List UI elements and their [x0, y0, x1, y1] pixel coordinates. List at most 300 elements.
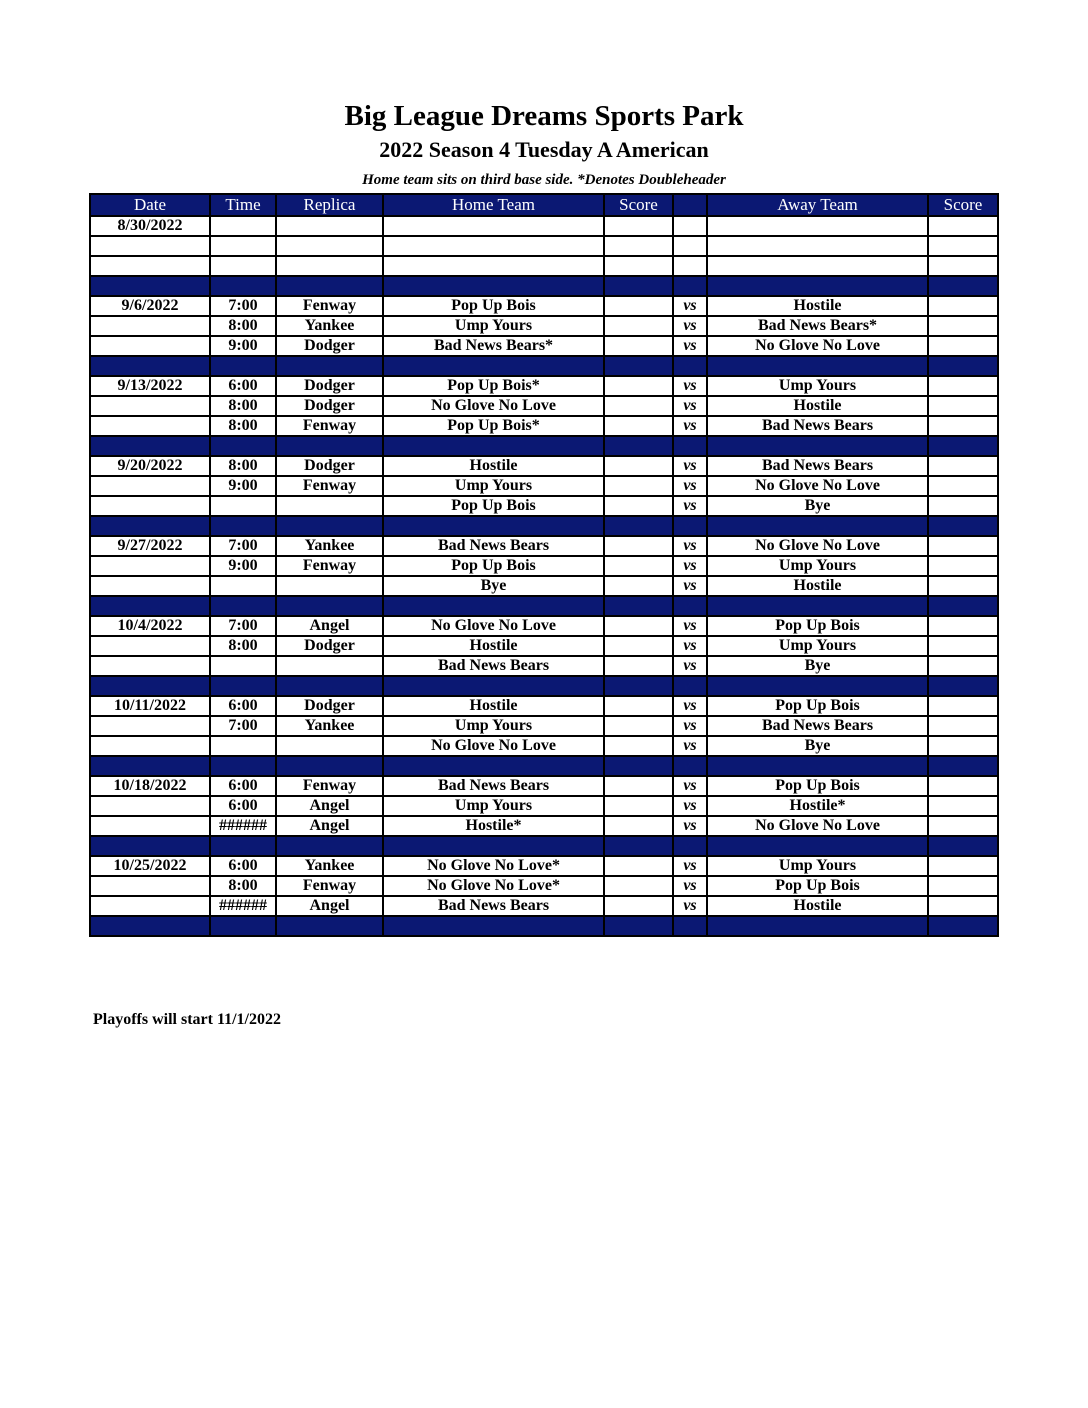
- cell-replica: [276, 656, 383, 676]
- cell-home-team: [383, 256, 604, 276]
- cell-away-score: [928, 856, 998, 876]
- cell-time: 8:00: [210, 456, 276, 476]
- cell-date: 9/13/2022: [90, 376, 210, 396]
- cell-date: 10/11/2022: [90, 696, 210, 716]
- separator-cell: [707, 676, 928, 696]
- cell-vs: vs: [673, 416, 707, 436]
- cell-vs: [673, 256, 707, 276]
- cell-away-score: [928, 896, 998, 916]
- cell-date: [90, 796, 210, 816]
- cell-away-score: [928, 476, 998, 496]
- playoffs-note: Playoffs will start 11/1/2022: [93, 1011, 281, 1028]
- cell-date: [90, 896, 210, 916]
- cell-replica: Yankee: [276, 856, 383, 876]
- cell-vs: vs: [673, 856, 707, 876]
- separator-cell: [210, 756, 276, 776]
- cell-date: 10/4/2022: [90, 616, 210, 636]
- header-date: Date: [90, 194, 210, 216]
- cell-away-score: [928, 376, 998, 396]
- cell-vs: vs: [673, 496, 707, 516]
- header-time: Time: [210, 194, 276, 216]
- cell-replica: [276, 256, 383, 276]
- cell-vs: vs: [673, 896, 707, 916]
- separator-cell: [90, 596, 210, 616]
- cell-home-team: Bad News Bears*: [383, 336, 604, 356]
- separator-cell: [928, 436, 998, 456]
- week-separator: [90, 436, 998, 456]
- separator-cell: [928, 596, 998, 616]
- cell-replica: Angel: [276, 796, 383, 816]
- cell-home-team: Hostile: [383, 696, 604, 716]
- header-home-team: Home Team: [383, 194, 604, 216]
- cell-vs: vs: [673, 396, 707, 416]
- game-row: [90, 376, 998, 396]
- cell-home-team: Bad News Bears: [383, 536, 604, 556]
- separator-cell: [90, 676, 210, 696]
- cell-replica: Yankee: [276, 316, 383, 336]
- cell-time: ######: [210, 816, 276, 836]
- cell-away-score: [928, 816, 998, 836]
- cell-home-team: Hostile*: [383, 816, 604, 836]
- game-row: [90, 736, 998, 756]
- cell-replica: [276, 736, 383, 756]
- cell-away-score: [928, 296, 998, 316]
- cell-time: 8:00: [210, 636, 276, 656]
- cell-vs: vs: [673, 816, 707, 836]
- cell-vs: vs: [673, 456, 707, 476]
- game-row: [90, 636, 998, 656]
- separator-cell: [673, 596, 707, 616]
- separator-cell: [707, 276, 928, 296]
- separator-cell: [707, 436, 928, 456]
- cell-home-team: Pop Up Bois*: [383, 376, 604, 396]
- cell-replica: [276, 496, 383, 516]
- cell-away-team: Bye: [707, 736, 928, 756]
- cell-date: [90, 256, 210, 276]
- cell-date: 9/27/2022: [90, 536, 210, 556]
- separator-cell: [276, 436, 383, 456]
- cell-away-score: [928, 656, 998, 676]
- game-row: [90, 776, 998, 796]
- cell-home-team: Ump Yours: [383, 796, 604, 816]
- cell-time: 6:00: [210, 796, 276, 816]
- separator-cell: [928, 836, 998, 856]
- cell-home-team: Pop Up Bois: [383, 556, 604, 576]
- cell-replica: Angel: [276, 816, 383, 836]
- separator-cell: [604, 276, 673, 296]
- cell-date: 8/30/2022: [90, 216, 210, 236]
- separator-cell: [604, 676, 673, 696]
- week-separator: [90, 676, 998, 696]
- cell-vs: vs: [673, 316, 707, 336]
- week-separator: [90, 516, 998, 536]
- cell-time: [210, 656, 276, 676]
- cell-away-team: No Glove No Love: [707, 816, 928, 836]
- cell-home-team: Bad News Bears: [383, 656, 604, 676]
- cell-time: 9:00: [210, 476, 276, 496]
- header-away-team: Away Team: [707, 194, 928, 216]
- separator-cell: [276, 916, 383, 936]
- separator-cell: [928, 516, 998, 536]
- cell-replica: Dodger: [276, 456, 383, 476]
- cell-time: 8:00: [210, 316, 276, 336]
- cell-home-team: Ump Yours: [383, 476, 604, 496]
- cell-away-team: Pop Up Bois: [707, 876, 928, 896]
- cell-vs: vs: [673, 536, 707, 556]
- cell-away-team: Hostile*: [707, 796, 928, 816]
- cell-date: [90, 816, 210, 836]
- cell-home-team: No Glove No Love: [383, 736, 604, 756]
- cell-home-team: No Glove No Love: [383, 396, 604, 416]
- cell-vs: [673, 216, 707, 236]
- cell-home-team: Ump Yours: [383, 316, 604, 336]
- separator-cell: [276, 596, 383, 616]
- game-row: [90, 556, 998, 576]
- cell-home-score: [604, 376, 673, 396]
- cell-replica: Fenway: [276, 776, 383, 796]
- cell-away-team: Bad News Bears*: [707, 316, 928, 336]
- game-row: [90, 336, 998, 356]
- cell-away-score: [928, 456, 998, 476]
- separator-cell: [604, 916, 673, 936]
- game-row: [90, 236, 998, 256]
- cell-away-score: [928, 636, 998, 656]
- week-separator: [90, 916, 998, 936]
- cell-away-team: [707, 216, 928, 236]
- cell-time: [210, 736, 276, 756]
- cell-away-score: [928, 556, 998, 576]
- cell-away-score: [928, 256, 998, 276]
- separator-cell: [673, 676, 707, 696]
- cell-away-score: [928, 716, 998, 736]
- separator-cell: [604, 436, 673, 456]
- cell-home-team: Pop Up Bois: [383, 296, 604, 316]
- cell-time: 7:00: [210, 716, 276, 736]
- separator-cell: [90, 436, 210, 456]
- cell-vs: vs: [673, 736, 707, 756]
- separator-cell: [90, 836, 210, 856]
- cell-vs: vs: [673, 616, 707, 636]
- cell-date: [90, 556, 210, 576]
- week-separator: [90, 276, 998, 296]
- cell-vs: vs: [673, 696, 707, 716]
- cell-home-team: No Glove No Love: [383, 616, 604, 636]
- cell-home-score: [604, 776, 673, 796]
- page-subtitle: 2022 Season 4 Tuesday A American: [379, 137, 709, 162]
- cell-away-team: [707, 236, 928, 256]
- game-row: [90, 696, 998, 716]
- cell-away-team: Pop Up Bois: [707, 616, 928, 636]
- separator-cell: [604, 596, 673, 616]
- cell-home-team: Bad News Bears: [383, 896, 604, 916]
- week-separator: [90, 596, 998, 616]
- cell-away-team: Bad News Bears: [707, 416, 928, 436]
- cell-home-score: [604, 616, 673, 636]
- cell-away-score: [928, 696, 998, 716]
- cell-away-score: [928, 796, 998, 816]
- separator-cell: [276, 516, 383, 536]
- separator-cell: [90, 916, 210, 936]
- cell-date: 9/20/2022: [90, 456, 210, 476]
- cell-vs: vs: [673, 476, 707, 496]
- separator-cell: [604, 356, 673, 376]
- cell-away-score: [928, 336, 998, 356]
- separator-cell: [673, 276, 707, 296]
- cell-time: [210, 496, 276, 516]
- separator-cell: [383, 516, 604, 536]
- separator-cell: [276, 356, 383, 376]
- separator-cell: [210, 596, 276, 616]
- cell-date: [90, 576, 210, 596]
- cell-home-score: [604, 456, 673, 476]
- cell-replica: Yankee: [276, 716, 383, 736]
- cell-replica: [276, 216, 383, 236]
- cell-home-score: [604, 296, 673, 316]
- separator-cell: [383, 356, 604, 376]
- cell-vs: vs: [673, 776, 707, 796]
- cell-date: [90, 316, 210, 336]
- cell-vs: vs: [673, 556, 707, 576]
- separator-cell: [210, 916, 276, 936]
- cell-home-score: [604, 856, 673, 876]
- separator-cell: [90, 356, 210, 376]
- separator-cell: [383, 916, 604, 936]
- cell-vs: vs: [673, 296, 707, 316]
- cell-replica: [276, 576, 383, 596]
- cell-away-team: No Glove No Love: [707, 336, 928, 356]
- cell-home-score: [604, 236, 673, 256]
- cell-home-team: Hostile: [383, 456, 604, 476]
- cell-away-score: [928, 736, 998, 756]
- cell-away-team: Bad News Bears: [707, 456, 928, 476]
- cell-replica: Dodger: [276, 376, 383, 396]
- cell-date: 10/25/2022: [90, 856, 210, 876]
- cell-away-team: No Glove No Love: [707, 476, 928, 496]
- cell-replica: Fenway: [276, 476, 383, 496]
- cell-replica: [276, 236, 383, 256]
- cell-home-team: Ump Yours: [383, 716, 604, 736]
- cell-away-score: [928, 876, 998, 896]
- separator-cell: [383, 596, 604, 616]
- cell-date: [90, 476, 210, 496]
- cell-home-score: [604, 216, 673, 236]
- cell-replica: Dodger: [276, 696, 383, 716]
- cell-time: 9:00: [210, 336, 276, 356]
- cell-away-team: Hostile: [707, 896, 928, 916]
- cell-replica: Fenway: [276, 876, 383, 896]
- cell-home-score: [604, 336, 673, 356]
- cell-time: 6:00: [210, 776, 276, 796]
- cell-time: 9:00: [210, 556, 276, 576]
- header-replica: Replica: [276, 194, 383, 216]
- cell-vs: vs: [673, 716, 707, 736]
- cell-date: [90, 636, 210, 656]
- cell-date: [90, 736, 210, 756]
- game-row: [90, 616, 998, 636]
- cell-vs: vs: [673, 796, 707, 816]
- cell-date: [90, 416, 210, 436]
- separator-cell: [276, 836, 383, 856]
- cell-home-score: [604, 396, 673, 416]
- cell-away-team: Bad News Bears: [707, 716, 928, 736]
- game-row: [90, 496, 998, 516]
- cell-home-score: [604, 256, 673, 276]
- cell-away-score: [928, 236, 998, 256]
- cell-away-score: [928, 216, 998, 236]
- cell-home-team: Bad News Bears: [383, 776, 604, 796]
- game-row: [90, 296, 998, 316]
- separator-cell: [707, 836, 928, 856]
- cell-home-score: [604, 816, 673, 836]
- separator-cell: [673, 436, 707, 456]
- separator-cell: [707, 916, 928, 936]
- cell-home-team: [383, 216, 604, 236]
- separator-cell: [210, 276, 276, 296]
- game-row: [90, 876, 998, 896]
- cell-away-team: Bye: [707, 496, 928, 516]
- cell-away-team: Ump Yours: [707, 856, 928, 876]
- separator-cell: [928, 676, 998, 696]
- game-row: [90, 656, 998, 676]
- cell-away-score: [928, 536, 998, 556]
- cell-vs: [673, 236, 707, 256]
- cell-time: 7:00: [210, 536, 276, 556]
- cell-away-team: Ump Yours: [707, 636, 928, 656]
- cell-date: [90, 876, 210, 896]
- separator-cell: [707, 596, 928, 616]
- cell-away-score: [928, 316, 998, 336]
- separator-cell: [276, 756, 383, 776]
- cell-time: [210, 236, 276, 256]
- cell-away-team: No Glove No Love: [707, 536, 928, 556]
- game-row: [90, 476, 998, 496]
- separator-cell: [928, 916, 998, 936]
- week-separator: [90, 836, 998, 856]
- cell-date: 9/6/2022: [90, 296, 210, 316]
- cell-time: 7:00: [210, 616, 276, 636]
- cell-date: [90, 396, 210, 416]
- cell-date: [90, 496, 210, 516]
- cell-vs: vs: [673, 636, 707, 656]
- cell-home-score: [604, 876, 673, 896]
- cell-home-score: [604, 476, 673, 496]
- cell-home-score: [604, 636, 673, 656]
- cell-vs: vs: [673, 336, 707, 356]
- schedule-body: [90, 216, 998, 936]
- separator-cell: [276, 276, 383, 296]
- cell-replica: Dodger: [276, 636, 383, 656]
- separator-cell: [383, 676, 604, 696]
- cell-home-team: No Glove No Love*: [383, 876, 604, 896]
- cell-time: ######: [210, 896, 276, 916]
- cell-time: 8:00: [210, 396, 276, 416]
- cell-away-team: Pop Up Bois: [707, 696, 928, 716]
- separator-cell: [383, 756, 604, 776]
- cell-away-score: [928, 576, 998, 596]
- cell-home-score: [604, 416, 673, 436]
- separator-cell: [673, 356, 707, 376]
- cell-away-team: Hostile: [707, 296, 928, 316]
- separator-cell: [210, 676, 276, 696]
- cell-home-score: [604, 576, 673, 596]
- separator-cell: [928, 276, 998, 296]
- cell-away-team: Hostile: [707, 396, 928, 416]
- header-home-score: Score: [604, 194, 673, 216]
- schedule-note: Home team sits on third base side. *Denotes Doubleheader: [362, 172, 726, 188]
- cell-date: 10/18/2022: [90, 776, 210, 796]
- cell-time: 8:00: [210, 876, 276, 896]
- schedule-table: [89, 193, 999, 937]
- cell-away-team: Hostile: [707, 576, 928, 596]
- game-row: [90, 416, 998, 436]
- game-row: [90, 216, 998, 236]
- separator-cell: [383, 836, 604, 856]
- week-separator: [90, 356, 998, 376]
- game-row: [90, 856, 998, 876]
- cell-home-score: [604, 496, 673, 516]
- cell-time: 6:00: [210, 856, 276, 876]
- cell-home-score: [604, 316, 673, 336]
- cell-away-score: [928, 396, 998, 416]
- separator-cell: [673, 916, 707, 936]
- cell-away-score: [928, 496, 998, 516]
- separator-cell: [673, 756, 707, 776]
- cell-away-team: [707, 256, 928, 276]
- cell-replica: Angel: [276, 896, 383, 916]
- cell-replica: Dodger: [276, 336, 383, 356]
- cell-time: 6:00: [210, 696, 276, 716]
- separator-cell: [928, 756, 998, 776]
- game-row: [90, 456, 998, 476]
- cell-away-score: [928, 616, 998, 636]
- cell-replica: Angel: [276, 616, 383, 636]
- cell-away-team: Pop Up Bois: [707, 776, 928, 796]
- cell-away-score: [928, 776, 998, 796]
- separator-cell: [210, 436, 276, 456]
- cell-away-score: [928, 416, 998, 436]
- separator-cell: [604, 516, 673, 536]
- cell-vs: vs: [673, 656, 707, 676]
- cell-vs: vs: [673, 376, 707, 396]
- game-row: [90, 716, 998, 736]
- week-separator: [90, 756, 998, 776]
- cell-replica: Fenway: [276, 416, 383, 436]
- separator-cell: [383, 436, 604, 456]
- cell-home-team: Hostile: [383, 636, 604, 656]
- cell-time: [210, 216, 276, 236]
- cell-home-score: [604, 796, 673, 816]
- game-row: [90, 816, 998, 836]
- separator-cell: [90, 756, 210, 776]
- cell-time: 8:00: [210, 416, 276, 436]
- cell-home-score: [604, 716, 673, 736]
- separator-cell: [707, 356, 928, 376]
- game-row: [90, 896, 998, 916]
- page-title: Big League Dreams Sports Park: [344, 100, 744, 132]
- game-row: [90, 256, 998, 276]
- cell-time: 7:00: [210, 296, 276, 316]
- separator-cell: [383, 276, 604, 296]
- cell-time: 6:00: [210, 376, 276, 396]
- separator-cell: [707, 516, 928, 536]
- header-away-score: Score: [928, 194, 998, 216]
- cell-home-score: [604, 736, 673, 756]
- cell-away-team: Ump Yours: [707, 556, 928, 576]
- cell-replica: Fenway: [276, 296, 383, 316]
- cell-home-score: [604, 656, 673, 676]
- game-row: [90, 536, 998, 556]
- cell-time: [210, 576, 276, 596]
